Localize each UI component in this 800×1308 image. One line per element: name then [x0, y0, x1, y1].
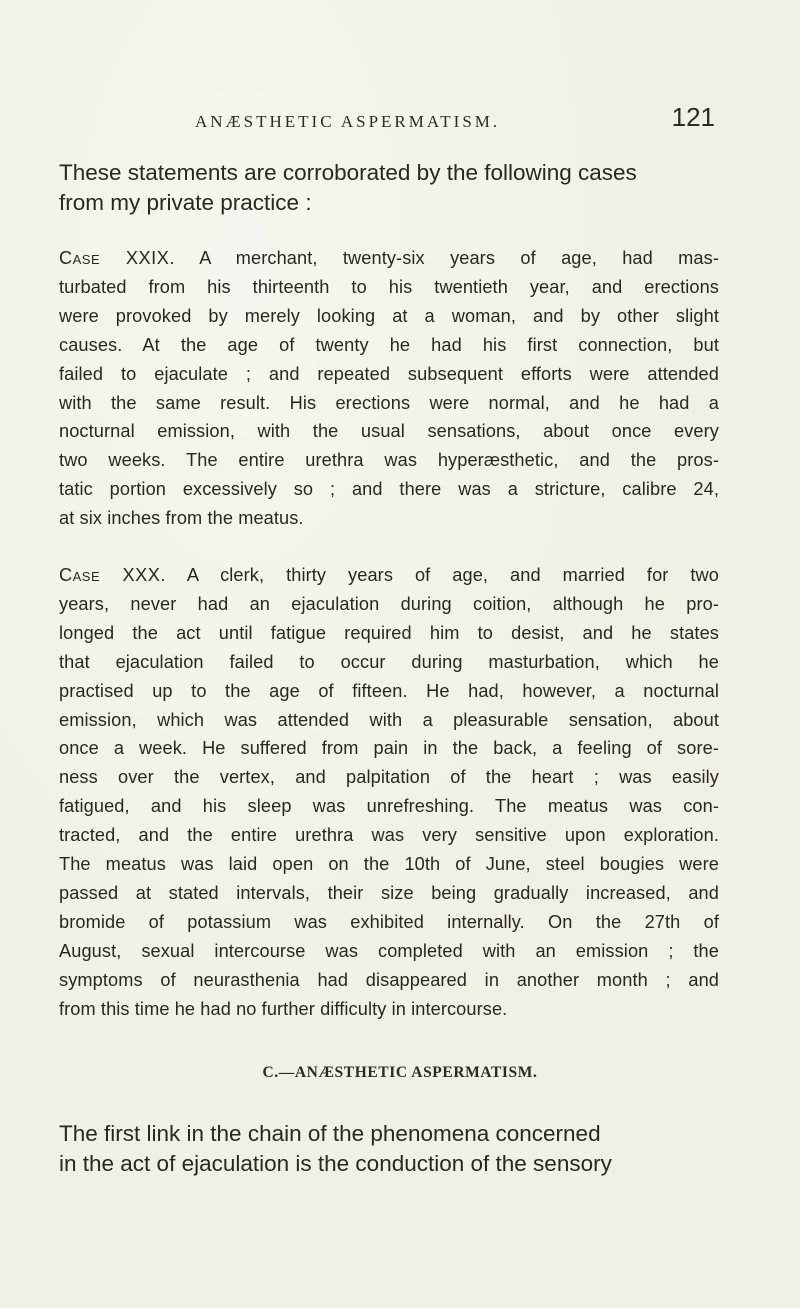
case-29-line: with the same result. His erections were normal, and he had a: [59, 392, 719, 413]
case-30-line: years, never had an ejaculation during coition, although he pro-: [59, 593, 719, 614]
case-30-line: August, sexual intercourse was completed with an emission ; the: [59, 940, 719, 961]
case-29-line: [59, 244, 719, 273]
case-30-line: fatigued, and his sleep was unrefreshing. The meatus was con-: [59, 796, 719, 817]
case-29-label: Case XXIX.: [59, 248, 175, 268]
case-30-paragraph: [59, 561, 719, 1024]
closing-line: The first link in the chain of the phenomena concerned: [59, 1121, 601, 1146]
section-heading: C.—ANÆSTHETIC ASPERMATISM.: [262, 1064, 538, 1081]
lead-line: These statements are corroborated by the following cases: [59, 160, 637, 185]
case-30-line: bromide of potassium was exhibited internally. On the 27th of: [59, 911, 719, 932]
case-30-line: [59, 561, 719, 590]
case-30-line: once a week. He suffered from pain in the back, a feeling of sore-: [59, 738, 719, 759]
case-30-line: longed the act until fatigue required him to desist, and he states: [59, 622, 719, 643]
page-number: 121: [671, 102, 715, 132]
case-30-line: The meatus was laid open on the 10th of June, steel bougies were: [59, 854, 719, 875]
case-30-line: passed at stated intervals, their size being gradually increased, and: [59, 882, 719, 903]
case-29-paragraph: [59, 244, 719, 533]
case-30-line: that ejaculation failed to occur during masturbation, which he: [59, 651, 719, 672]
case-29-line: two weeks. The entire urethra was hyperæsthetic, and the pros-: [59, 450, 719, 471]
running-title: ANÆSTHETIC ASPERMATISM.: [195, 112, 501, 131]
case-30-line: tracted, and the entire urethra was very sensitive upon exploration.: [59, 825, 719, 846]
closing-paragraph: [59, 1119, 709, 1179]
case-29-line: nocturnal emission, with the usual sensations, about once every: [59, 421, 719, 442]
case-30-line: symptoms of neurasthenia had disappeared in another month ; and: [59, 969, 719, 990]
closing-line: in the act of ejaculation is the conduction of the sensory: [59, 1151, 612, 1176]
case-29-line: were provoked by merely looking at a woman, and by other slight: [59, 305, 719, 326]
case-30-line: from this time he had no further difficulty in intercourse.: [59, 998, 508, 1019]
case-30-line: ness over the vertex, and palpitation of the heart ; was easily: [59, 767, 719, 788]
case-30-first-line: A clerk, thirty years of age, and married for two: [165, 565, 719, 585]
case-29-first-line: A merchant, twenty-six years of age, had mas-: [174, 248, 719, 268]
case-29-line: causes. At the age of twenty he had his first connection, but: [59, 334, 719, 355]
case-29-line: at six inches from the meatus.: [59, 508, 304, 529]
case-30-line: practised up to the age of fifteen. He had, however, a nocturnal: [59, 680, 719, 701]
lead-line: from my private practice :: [59, 190, 312, 215]
case-30-line: emission, which was attended with a pleasurable sensation, about: [59, 709, 719, 730]
case-29-line: turbated from his thirteenth to his twentieth year, and erections: [59, 276, 719, 297]
case-30-label: Case XXX.: [59, 565, 166, 585]
case-29-line: tatic portion excessively so ; and there was a stricture, calibre 24,: [59, 479, 719, 500]
running-head: [195, 102, 715, 132]
case-29-line: failed to ejaculate ; and repeated subsequent efforts were attended: [59, 363, 719, 384]
lead-paragraph: [59, 158, 709, 218]
